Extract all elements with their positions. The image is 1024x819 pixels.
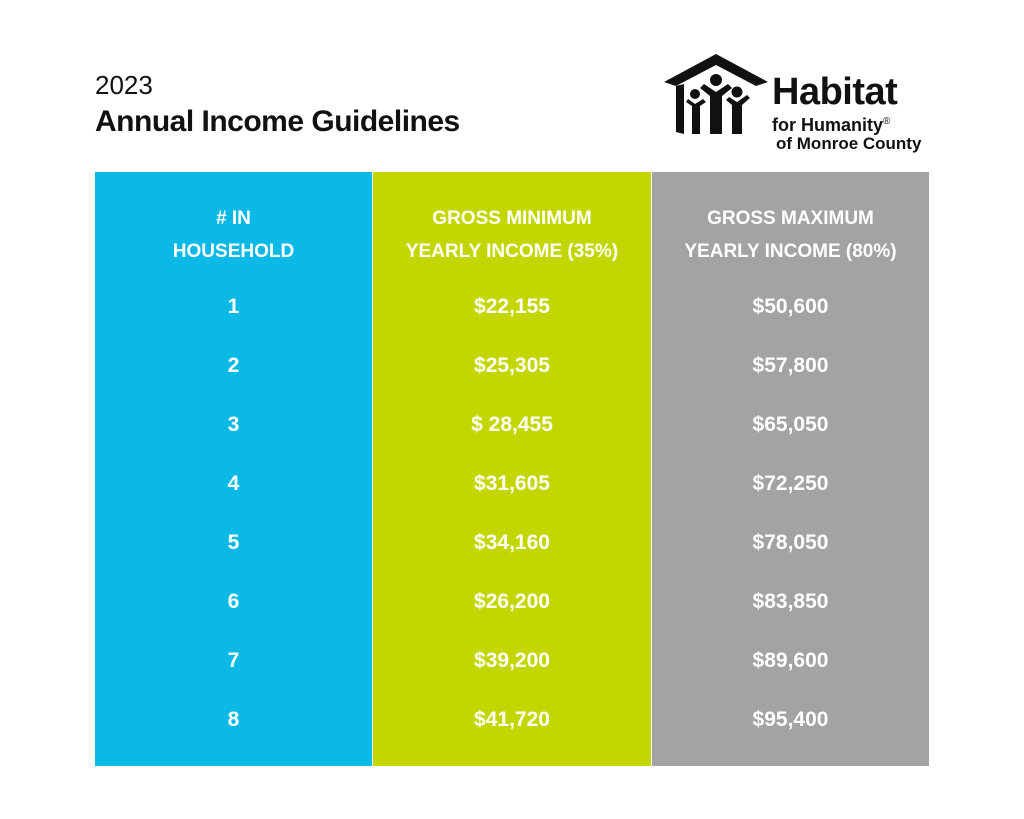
household-column	[95, 172, 372, 766]
minimum-income-cell: $34,160	[474, 531, 550, 554]
household-cell: 1	[227, 295, 240, 318]
maximum-income-cell: $50,600	[752, 295, 829, 318]
maximum-income-cell: $83,850	[752, 590, 829, 613]
household-cell: 4	[227, 472, 240, 495]
logo-tagline: for Humanity®	[772, 115, 891, 135]
minimum-income-cell: $22,155	[474, 295, 550, 318]
logo-name: Habitat	[772, 71, 898, 113]
minimum-income-cell: $31,605	[474, 472, 550, 495]
minimum-income-cell: $39,200	[474, 649, 550, 672]
minimum-income-cell: $25,305	[474, 354, 550, 377]
habitat-logo	[664, 48, 924, 163]
column-header-household: # IN HOUSEHOLD	[172, 208, 295, 262]
household-cell: 8	[227, 708, 240, 731]
household-cell: 6	[227, 590, 240, 613]
maximum-income-cell: $78,050	[752, 531, 829, 554]
column-header-maximum: GROSS MAXIMUM YEARLY INCOME (80%)	[684, 208, 897, 262]
household-cell: 5	[227, 531, 240, 554]
income-table	[95, 172, 929, 766]
maximum-income-column	[652, 172, 929, 766]
minimum-income-cell: $ 28,455	[471, 413, 553, 436]
maximum-income-cell: $89,600	[752, 649, 829, 672]
house-people-icon	[664, 52, 768, 136]
column-header-minimum: GROSS MINIMUM YEARLY INCOME (35%)	[405, 208, 619, 262]
maximum-income-cell: $95,400	[752, 708, 829, 731]
minimum-income-cell: $26,200	[474, 590, 550, 613]
household-cell: 7	[227, 649, 240, 672]
logo-county: of Monroe County	[776, 134, 922, 153]
minimum-income-cell: $41,720	[474, 708, 550, 731]
maximum-income-cell: $72,250	[752, 472, 829, 495]
page-title: Annual Income Guidelines	[95, 105, 460, 138]
household-cell: 3	[227, 413, 240, 436]
minimum-income-column	[372, 172, 652, 766]
registered-mark: ®	[883, 116, 891, 127]
maximum-income-cell: $57,800	[752, 354, 829, 377]
household-cell: 2	[227, 354, 240, 377]
header-year: 2023	[95, 70, 153, 100]
maximum-income-cell: $65,050	[752, 413, 829, 436]
